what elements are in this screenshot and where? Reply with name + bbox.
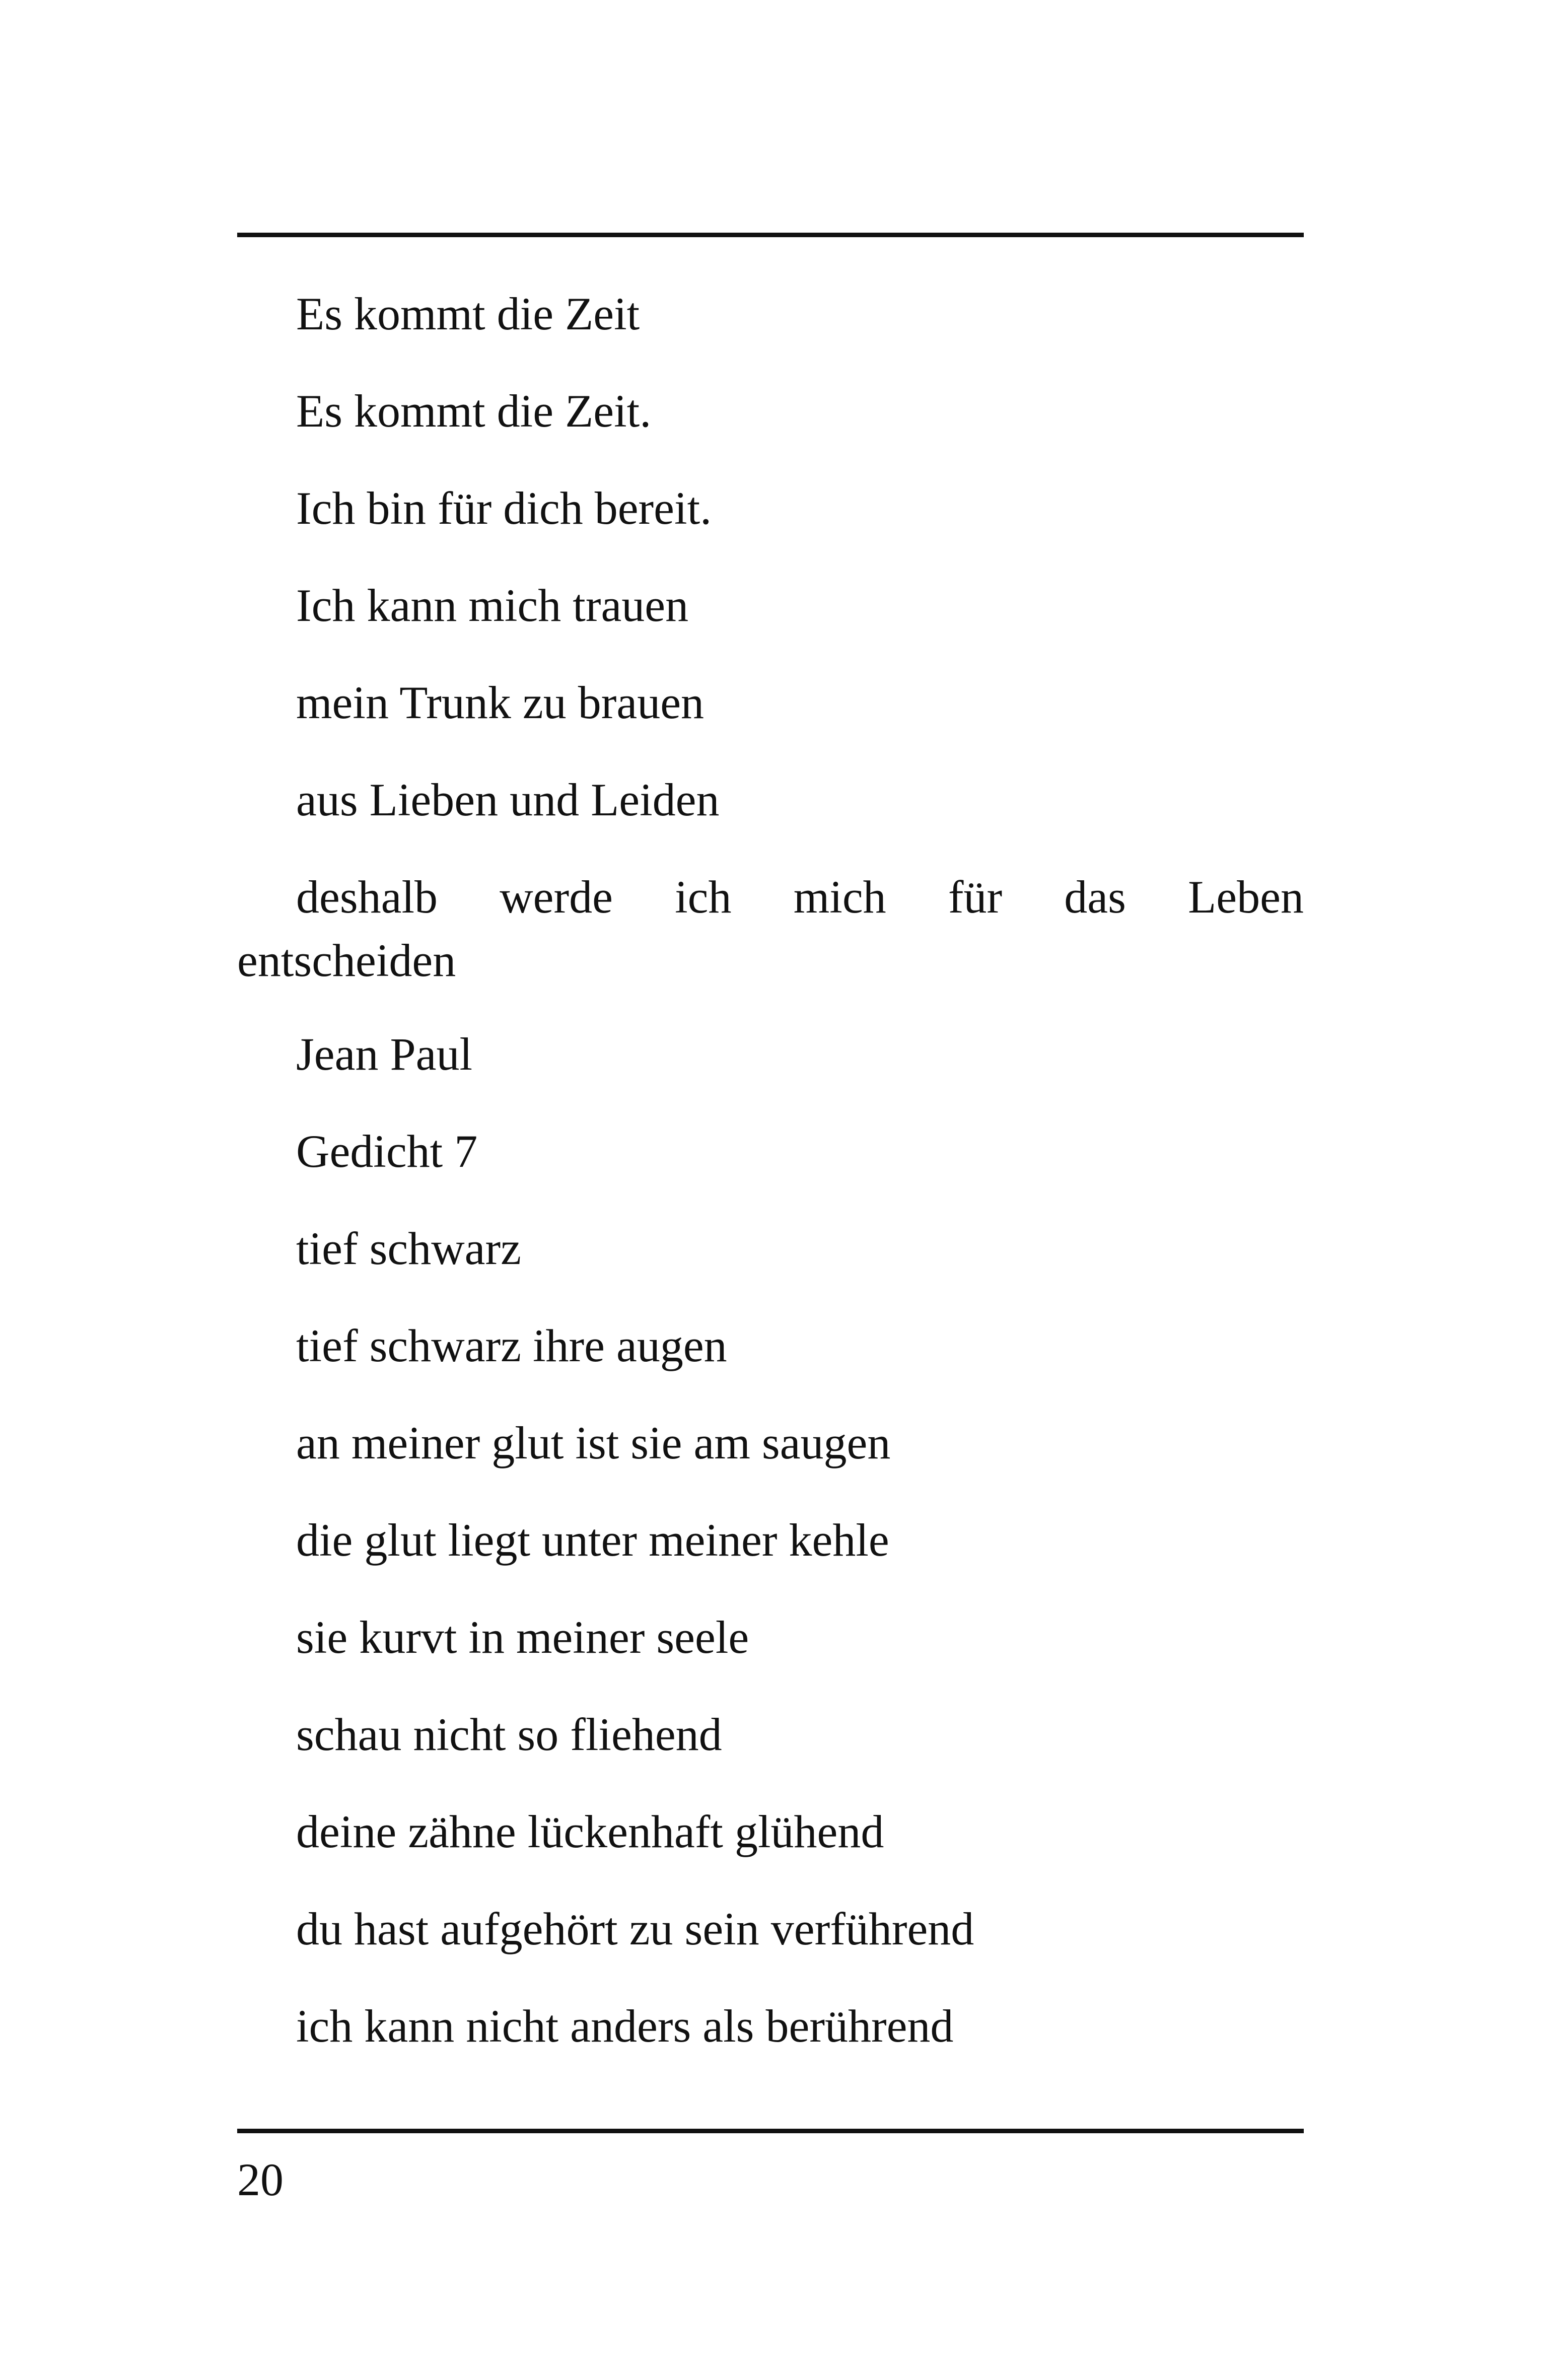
poem-line: Ich bin für dich bereit. bbox=[296, 482, 712, 534]
word: für bbox=[948, 871, 1003, 923]
page-number: 20 bbox=[237, 2154, 284, 2205]
footer-rule bbox=[237, 2129, 1304, 2133]
poem-title: tief schwarz bbox=[296, 1223, 521, 1274]
poem-heading: Gedicht 7 bbox=[296, 1126, 478, 1177]
poem-line: du hast aufgehört zu sein verführend bbox=[296, 1903, 974, 1954]
word: deshalb bbox=[296, 871, 438, 923]
justified-poem-line bbox=[237, 865, 1304, 992]
poem-line: ich kann nicht anders als berührend bbox=[296, 2000, 954, 2052]
poem-line: die glut liegt unter meiner kehle bbox=[296, 1514, 889, 1566]
poem-line: Ich kann mich trauen bbox=[296, 580, 689, 631]
word: Leben bbox=[1188, 871, 1304, 923]
poem-line: an meiner glut ist sie am saugen bbox=[296, 1417, 891, 1468]
header-rule bbox=[237, 233, 1304, 237]
poem-line: sie kurvt in meiner seele bbox=[296, 1612, 749, 1663]
poem-line: Es kommt die Zeit bbox=[296, 288, 640, 339]
poem-line: schau nicht so fliehend bbox=[296, 1709, 722, 1760]
poem-line: Es kommt die Zeit. bbox=[296, 385, 652, 437]
poem-line: aus Lieben und Leiden bbox=[296, 774, 720, 825]
poem-line: mein Trunk zu brauen bbox=[296, 677, 705, 728]
justified-row bbox=[237, 865, 1304, 929]
word: das bbox=[1064, 871, 1126, 923]
poem-text bbox=[237, 282, 1304, 2091]
poem-line: deine zähne lückenhaft glühend bbox=[296, 1806, 884, 1857]
author-line: Jean Paul bbox=[296, 1028, 473, 1080]
poem-line: tief schwarz ihre augen bbox=[296, 1320, 727, 1371]
word: mich bbox=[793, 871, 886, 923]
continuation-line: entscheiden bbox=[237, 935, 456, 986]
word: ich bbox=[675, 871, 732, 923]
word: werde bbox=[500, 871, 613, 923]
